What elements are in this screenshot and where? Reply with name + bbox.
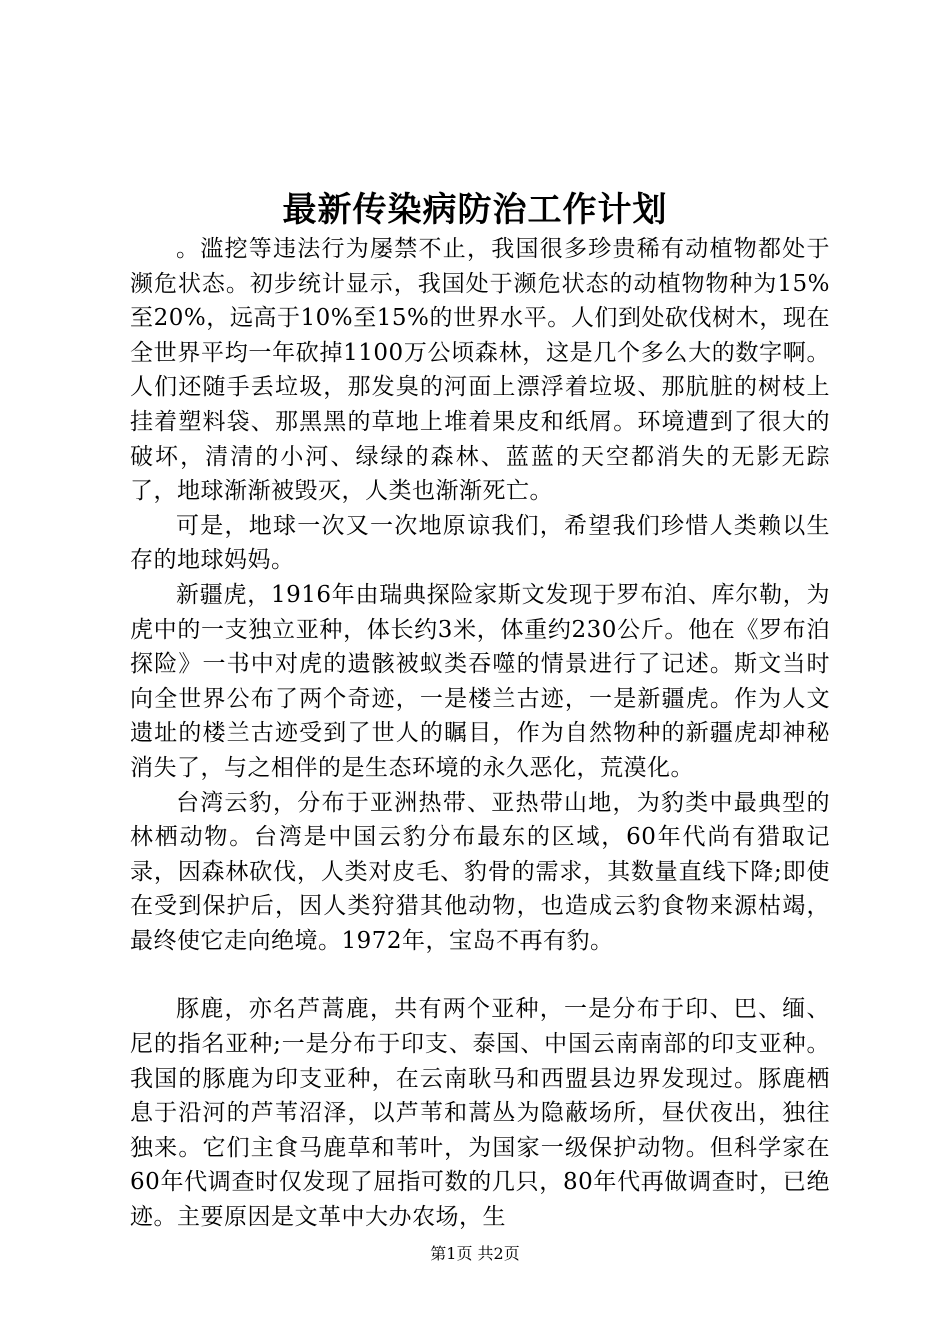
paragraph-taiwan-leopard: 台湾云豹，分布于亚洲热带、亚热带山地，为豹类中最典型的林栖动物。台湾是中国云豹分布最东的区域，60年代尚有猎取记录，因森林砍伐，人类对皮毛、豹骨的需求，其数量直线下降;即使在受到保护后，因人类狩猎其他动物，也造成云豹食物来源枯竭，最终使它走向绝境。1972年，宝岛不再有豹。 [130,789,830,954]
paragraph-environment: 。滥挖等违法行为屡禁不止，我国很多珍贵稀有动植物都处于濒危状态。初步统计显示，我国处于濒危状态的动植物物种为15%至20%，远高于10%至15%的世界水平。人们到处砍伐树木，现在全世界平均一年砍掉1100万公顷森林，这是几个多么大的数字啊。人们还随手丢垃圾，那发臭的河面上漂浮着垃圾、那肮脏的树枝上挂着塑料袋、那黑黑的草地上堆着果皮和纸屑。环境遭到了很大的破坏，清清的小河、绿绿的森林、蓝蓝的天空都消失的无影无踪了，地球渐渐被毁灭，人类也渐渐死亡。 [130,236,830,505]
paragraph-xinjiang-tiger: 新疆虎，1916年由瑞典探险家斯文发现于罗布泊、库尔勒，为虎中的一支独立亚种，体长约3米，体重约230公斤。他在《罗布泊探险》一书中对虎的遗骸被蚁类吞噬的情景进行了记述。斯文当时向全世界公布了两个奇迹，一是楼兰古迹，一是新疆虎。作为人文遗址的楼兰古迹受到了世人的瞩目，作为自然物种的新疆虎却神秘消失了，与之相伴的是生态环境的永久恶化，荒漠化。 [130,581,830,781]
document-body [130,232,830,1235]
paragraph-hog-deer: 豚鹿，亦名芦蒿鹿，共有两个亚种，一是分布于印、巴、缅、尼的指名亚种;一是分布于印支、泰国、中国云南南部的印支亚种。我国的豚鹿为印支亚种，在云南耿马和西盟县边界发现过。豚鹿栖息于沿河的芦苇沼泽，以芦苇和蒿丛为隐蔽场所，昼伏夜出，独往独来。它们主食马鹿草和苇叶，为国家一级保护动物。但科学家在60年代调查时仅发现了屈指可数的几只，80年代再做调查时，已绝迹。主要原因是文革中大办农场，生 [130,996,830,1231]
paragraph-earth-forgives: 可是，地球一次又一次地原谅我们，希望我们珍惜人类赖以生存的地球妈妈。 [130,512,830,574]
document-title: 最新传染病防治工作计划 [282,190,668,230]
paragraph-spacer [130,958,830,992]
page-number-footer: 第1页 共2页 [430,1244,520,1263]
